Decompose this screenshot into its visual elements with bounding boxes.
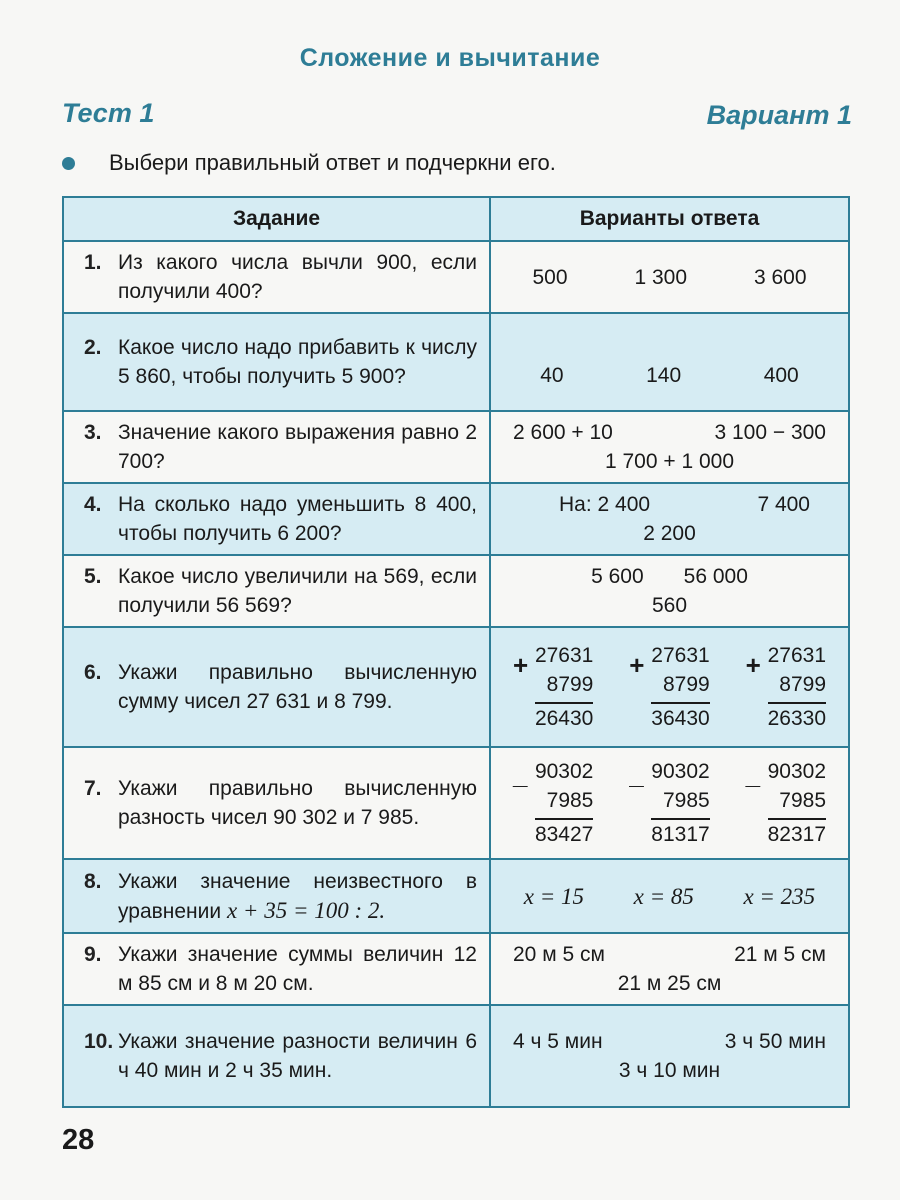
task-text: Из какого числа вычли 900, если получили 400? [118, 251, 477, 303]
column-subtraction[interactable] [746, 757, 826, 849]
operand-b: 7985 [662, 789, 710, 812]
answer-option[interactable]: 5 600 [591, 565, 644, 588]
task-text: На сколько надо уменьшить 8 400, чтобы получить 6 200? [118, 493, 477, 545]
task-cell [63, 555, 490, 627]
plus-sign: + [629, 650, 645, 680]
task-cell [63, 627, 490, 747]
task-cell [63, 483, 490, 555]
operand-b: 8799 [546, 673, 594, 696]
test-table [62, 196, 850, 1108]
answer-option[interactable]: 1 700 + 1 000 [604, 450, 735, 473]
table-row [63, 411, 849, 483]
test-label: Тест 1 [62, 98, 155, 128]
column-subtraction[interactable] [513, 757, 593, 849]
operand-b: 8799 [779, 673, 827, 696]
answer-option[interactable]: 3 100 − 300 [714, 421, 826, 444]
result: 36430 [651, 702, 709, 733]
task-cell [63, 411, 490, 483]
table-header-row [63, 197, 849, 241]
task-number: 7. [84, 777, 102, 800]
task-number: 4. [84, 493, 102, 516]
bullet-icon [62, 157, 75, 170]
result: 83427 [535, 818, 593, 849]
page-number: 28 [62, 1124, 95, 1156]
instruction [62, 150, 556, 176]
task-number: 9. [84, 943, 102, 966]
answers-cell[interactable] [490, 933, 849, 1005]
task-number: 10. [84, 1030, 114, 1053]
header-task: Задание [63, 197, 490, 241]
task-text: Значение какого выражения равно 2 700? [118, 421, 477, 473]
operand-b: 8799 [662, 673, 710, 696]
task-number: 3. [84, 421, 102, 444]
task-text: Укажи значение суммы величин 12 м 85 см и 8 м 20 см. [118, 943, 477, 995]
task-number: 1. [84, 251, 102, 274]
answer-option[interactable]: 500 [532, 265, 568, 289]
task-text: Укажи значение разности величин 6 ч 40 мин и 2 ч 35 мин. [118, 1030, 477, 1082]
task-cell [63, 241, 490, 313]
equation: x + 35 = 100 : 2. [226, 897, 386, 923]
task-number: 5. [84, 565, 102, 588]
answer-option[interactable]: 2 600 + 10 [513, 421, 613, 444]
answer-option[interactable]: 3 600 [753, 265, 807, 289]
task-cell [63, 313, 490, 411]
answers-cell[interactable] [490, 313, 849, 411]
answer-option[interactable]: 20 м 5 см [513, 943, 605, 966]
task-number: 8. [84, 869, 102, 893]
answer-option[interactable]: 3 ч 10 мин [618, 1059, 721, 1082]
operand-a: 90302 [534, 760, 594, 783]
task-cell [63, 933, 490, 1005]
table-row [63, 933, 849, 1005]
answers-cell[interactable] [490, 483, 849, 555]
answers-cell[interactable] [490, 241, 849, 313]
answers-cell[interactable] [490, 411, 849, 483]
answer-option[interactable]: 400 [763, 363, 799, 387]
table-row [63, 1005, 849, 1107]
answer-option[interactable]: 1 300 [634, 265, 688, 289]
answers-cell[interactable] [490, 627, 849, 747]
table-row [63, 313, 849, 411]
answer-option[interactable]: 560 [651, 594, 688, 617]
operand-a: 90302 [767, 760, 827, 783]
column-addition[interactable] [629, 641, 709, 733]
answer-option[interactable]: 140 [646, 363, 682, 387]
task-text: Какое число увеличили на 569, если получили 56 569? [118, 565, 477, 617]
task-text: Укажи правильно вычисленную сумму чисел 27 631 и 8 799. [118, 661, 477, 713]
answers-cell[interactable] [490, 859, 849, 933]
task-text: Какое число надо прибавить к числу 5 860, чтобы получить 5 900? [118, 336, 477, 388]
answer-option[interactable]: 56 000 [683, 565, 748, 588]
answer-option[interactable]: 21 м 25 см [617, 972, 722, 995]
operand-a: 27631 [651, 644, 710, 667]
table-row [63, 627, 849, 747]
table-row [63, 859, 849, 933]
task-text-part: Укажи значение неизвестного в уравнении [118, 869, 477, 923]
operand-a: 27631 [767, 644, 827, 667]
instruction-text: Выбери правильный ответ и подчеркни его. [109, 150, 556, 175]
answer-option[interactable]: 40 [540, 363, 564, 387]
minus-sign: _ [629, 760, 644, 790]
operand-b: 7985 [546, 789, 594, 812]
result: 26430 [535, 702, 593, 733]
task-cell [63, 859, 490, 933]
answer-option[interactable]: На: 2 400 [559, 493, 651, 516]
operand-a: 90302 [651, 760, 710, 783]
result: 82317 [768, 818, 826, 849]
task-text [118, 867, 477, 926]
task-cell [63, 747, 490, 859]
task-text: Укажи правильно вычисленную разность чисел 90 302 и 7 985. [118, 777, 477, 829]
answer-option[interactable]: x = 235 [743, 883, 816, 909]
header-answers: Варианты ответа [490, 197, 849, 241]
plus-sign: + [745, 650, 761, 680]
minus-sign: _ [745, 760, 761, 790]
answers-cell[interactable] [490, 747, 849, 859]
answer-option[interactable]: x = 85 [633, 883, 694, 909]
answer-option[interactable]: 7 400 [757, 493, 810, 516]
column-subtraction[interactable] [629, 757, 709, 849]
task-number: 6. [84, 661, 102, 684]
answer-option[interactable]: x = 15 [523, 883, 585, 909]
result: 81317 [651, 818, 709, 849]
result: 26330 [768, 702, 826, 733]
task-number: 2. [84, 336, 102, 359]
answer-option[interactable]: 21 м 5 см [734, 943, 826, 966]
column-addition[interactable] [746, 641, 826, 733]
plus-sign: + [512, 650, 529, 680]
page-title: Сложение и вычитание [299, 44, 601, 72]
answer-option[interactable]: 2 200 [643, 522, 696, 545]
operand-b: 7985 [779, 789, 827, 812]
answers-cell[interactable] [490, 1005, 849, 1107]
table-row [63, 241, 849, 313]
variant-label: Вариант 1 [706, 100, 852, 130]
table-row [63, 483, 849, 555]
table-row [63, 747, 849, 859]
operand-a: 27631 [534, 644, 594, 667]
answer-option[interactable]: 3 ч 50 мин [724, 1030, 826, 1053]
answer-option[interactable]: 4 ч 5 мин [513, 1030, 603, 1053]
table-row [63, 555, 849, 627]
minus-sign: _ [512, 760, 528, 790]
task-cell [63, 1005, 490, 1107]
answers-cell[interactable] [490, 555, 849, 627]
column-addition[interactable] [513, 641, 593, 733]
